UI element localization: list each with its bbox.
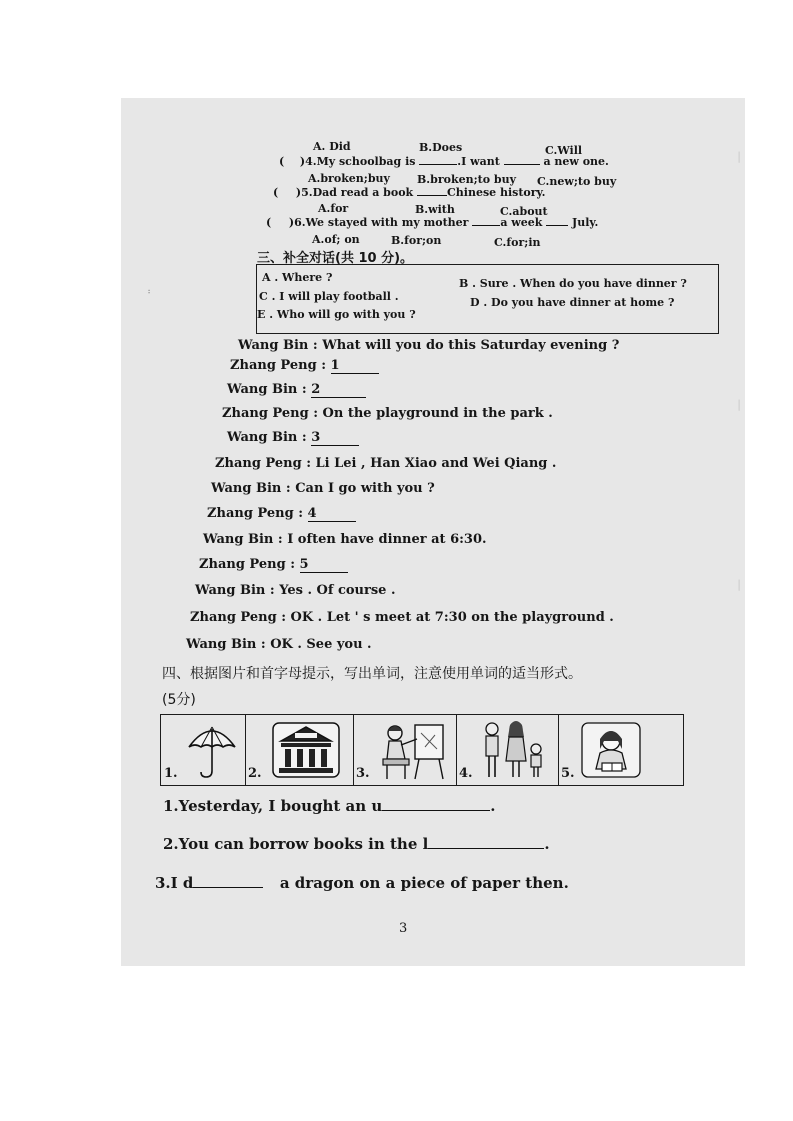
item-text: 3.I d — [155, 874, 194, 892]
speaker: Wang Bin : — [203, 532, 283, 547]
dialogue-line — [199, 557, 348, 573]
speaker: Zhang Peng : — [199, 557, 295, 572]
blank-number: 4 — [307, 506, 317, 521]
picture-number: 3. — [356, 766, 370, 781]
answer-blank-1[interactable] — [382, 810, 490, 811]
dialogue-line — [238, 338, 619, 353]
picture-number: 2. — [248, 766, 262, 781]
dialogue-blank-3[interactable] — [311, 430, 359, 446]
picture-number: 1. — [164, 766, 178, 781]
speaker: Wang Bin : — [238, 338, 318, 353]
speaker: Wang Bin : — [195, 583, 275, 598]
q5-text-a: )5.Dad read a book — [295, 186, 414, 199]
q6-question — [266, 216, 598, 229]
q4-question — [279, 155, 609, 168]
fill-item-3 — [155, 874, 569, 892]
q6-blank-1[interactable] — [472, 225, 500, 226]
dialogue-blank-5[interactable] — [300, 557, 348, 573]
q6-option-a: A.of; on — [312, 233, 360, 246]
q4-text-b: .I want — [457, 155, 500, 168]
picture-cell-4 — [456, 715, 559, 785]
answer-blank-3[interactable] — [193, 887, 263, 888]
line-text: Li Lei , Han Xiao and Wei Qiang . — [315, 456, 557, 471]
q4-option-a: A.broken;buy — [308, 172, 390, 185]
q5-text-b: Chinese history. — [447, 186, 546, 199]
dialogue-blank-2[interactable] — [311, 382, 366, 398]
blank-number: 5 — [299, 557, 309, 572]
speaker: Wang Bin : — [186, 637, 266, 652]
line-text: What will you do this Saturday evening ? — [322, 338, 620, 353]
line-text: Can I go with you ? — [295, 481, 435, 496]
picture-strip — [160, 714, 684, 786]
dialogue-line — [227, 382, 366, 398]
page-number: 3 — [399, 921, 408, 936]
q4-blank-2[interactable] — [504, 164, 540, 165]
blank-number: 2 — [311, 382, 321, 397]
dialogue-line — [227, 430, 359, 446]
umbrella-icon — [183, 719, 241, 781]
q4-text-a: )4.My schoolbag is — [299, 155, 416, 168]
dialogue-line — [230, 358, 379, 374]
q5-blank[interactable] — [417, 195, 447, 196]
speaker: Zhang Peng : — [207, 506, 303, 521]
option-b: B . Sure . When do you have dinner ? — [459, 277, 687, 290]
dialogue-line — [222, 406, 553, 421]
reading-girl-icon — [580, 719, 644, 781]
q4-blank-1[interactable] — [419, 164, 457, 165]
q5-option-b: B.with — [415, 203, 455, 216]
bleed-through-mark: | — [737, 578, 741, 591]
speaker: Zhang Peng : — [230, 358, 326, 373]
q3-option-a: A. Did — [313, 140, 351, 153]
family-icon — [478, 719, 552, 781]
answer-paren: ( — [279, 155, 285, 168]
line-text: OK . Let ' s meet at 7:30 on the playground . — [290, 610, 614, 625]
speaker: Zhang Peng : — [222, 406, 318, 421]
q6-option-c: C.for;in — [494, 236, 541, 249]
dialogue-blank-4[interactable] — [308, 506, 356, 522]
dialogue-line — [207, 506, 356, 522]
picture-number: 5. — [561, 766, 575, 781]
drawing-boy-icon — [375, 719, 451, 781]
speaker: Wang Bin : — [227, 382, 307, 397]
q5-option-a: A.for — [318, 202, 349, 215]
dialogue-line — [190, 610, 614, 625]
answer-paren: ( — [266, 216, 272, 229]
answer-paren: ( — [273, 186, 279, 199]
dialogue-line — [186, 637, 372, 652]
speaker: Zhang Peng : — [215, 456, 311, 471]
library-icon — [267, 719, 347, 781]
picture-cell-3 — [353, 715, 457, 785]
q5-option-c: C.about — [500, 205, 548, 218]
option-d: D . Do you have dinner at home ? — [470, 296, 675, 309]
bleed-through-mark: | — [737, 150, 741, 163]
q6-text-b: a week — [500, 216, 543, 229]
speaker: Wang Bin : — [211, 481, 291, 496]
q6-option-b: B.for;on — [391, 234, 442, 247]
section3-heading: 三、补全对话(共 10 分)。 — [257, 251, 414, 266]
section4-score: (5分) — [162, 692, 196, 708]
section4-heading: 四、根据图片和首字母提示，写出单词，注意使用单词的适当形式。 — [162, 666, 582, 682]
fill-item-1 — [163, 797, 496, 815]
q6-text-c: July. — [572, 216, 599, 229]
fill-item-2 — [163, 835, 550, 853]
line-text: Yes . Of course . — [279, 583, 396, 598]
dialogue-line — [215, 456, 556, 471]
answer-blank-2[interactable] — [428, 848, 544, 849]
dialogue-line — [211, 481, 435, 496]
q5-question — [273, 186, 546, 199]
speaker: Wang Bin : — [227, 430, 307, 445]
option-e: E . Who will go with you ? — [257, 308, 416, 321]
binding-margin-mark: ·· — [144, 288, 154, 295]
item-text-end: . — [544, 835, 550, 853]
picture-cell-1 — [161, 715, 246, 785]
picture-cell-5 — [558, 715, 683, 785]
option-a: A . Where ? — [262, 271, 333, 284]
option-c: C . I will play football . — [259, 290, 399, 303]
bleed-through-mark: | — [737, 398, 741, 411]
q6-text-a: )6.We stayed with my mother — [288, 216, 469, 229]
item-text-end: a dragon on a piece of paper then. — [279, 874, 569, 892]
picture-cell-2 — [245, 715, 354, 785]
q4-option-b: B.broken;to buy — [417, 173, 516, 186]
line-text: OK . See you . — [270, 637, 372, 652]
item-text-end: . — [490, 797, 496, 815]
picture-number: 4. — [459, 766, 473, 781]
dialogue-blank-1[interactable] — [331, 358, 379, 374]
q4-text-c: a new one. — [543, 155, 609, 168]
q6-blank-2[interactable] — [546, 225, 568, 226]
item-text: 1.Yesterday, I bought an u — [163, 797, 383, 815]
item-text: 2.You can borrow books in the l — [163, 835, 429, 853]
q3-option-b: B.Does — [419, 141, 463, 154]
line-text: I often have dinner at 6:30. — [287, 532, 487, 547]
q4-option-c: C.new;to buy — [537, 175, 617, 188]
blank-number: 1 — [330, 358, 340, 373]
speaker: Zhang Peng : — [190, 610, 286, 625]
line-text: On the playground in the park . — [322, 406, 553, 421]
dialogue-line — [203, 532, 487, 547]
blank-number: 3 — [311, 430, 321, 445]
q3-option-c: C.Will — [545, 144, 583, 157]
dialogue-line — [195, 583, 396, 598]
